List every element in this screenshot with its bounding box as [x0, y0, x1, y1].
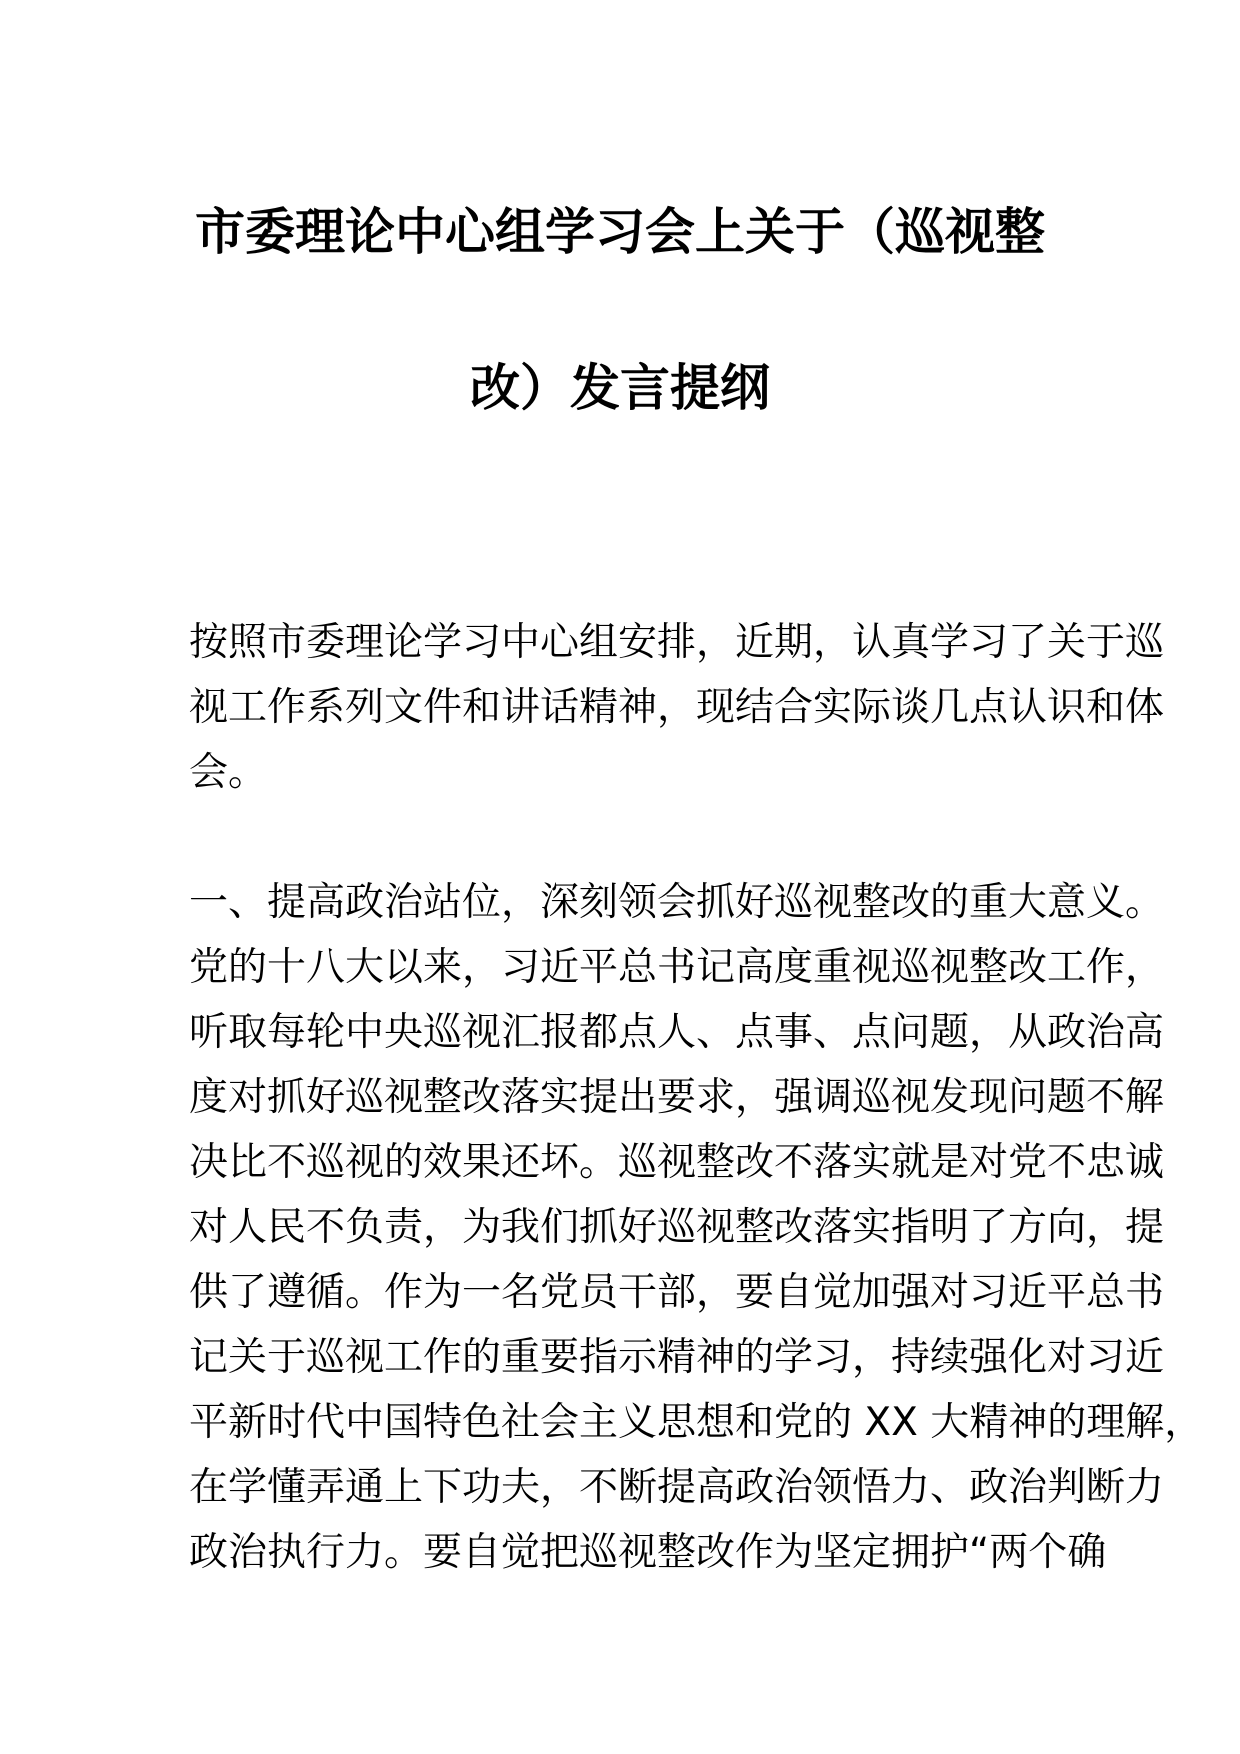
document-title	[0, 202, 1240, 418]
paragraph-line: 平新时代中国特色社会主义思想和党的 XX 大精神的理解，	[189, 1400, 1204, 1445]
section-heading: 一、提高政治站位，深刻领会抓好巡视整改的重大意义。	[189, 880, 1165, 925]
paragraph-line: 政治执行力。要自觉把巡视整改作为坚定拥护“两个确	[189, 1530, 1107, 1575]
paragraph-line: 记关于巡视工作的重要指示精神的学习，持续强化对习近	[189, 1335, 1165, 1380]
intro-line: 会。	[189, 750, 268, 795]
paragraph-line: 党的十八大以来，习近平总书记高度重视巡视整改工作，	[189, 945, 1165, 990]
intro-line: 视工作系列文件和讲话精神，现结合实际谈几点认识和体	[189, 685, 1165, 730]
paragraph-line: 决比不巡视的效果还坏。巡视整改不落实就是对党不忠诚	[189, 1140, 1165, 1185]
document-title-line-2: 改）发言提纲	[470, 359, 770, 417]
paragraph-line: 供了遵循。作为一名党员干部，要自觉加强对习近平总书	[189, 1270, 1165, 1315]
paragraph-line: 听取每轮中央巡视汇报都点人、点事、点问题，从政治高	[189, 1010, 1165, 1055]
paragraph-line: 度对抓好巡视整改落实提出要求，强调巡视发现问题不解	[189, 1075, 1165, 1120]
document-body	[189, 610, 1204, 1585]
document-title-line-1: 市委理论中心组学习会上关于（巡视整	[195, 203, 1045, 261]
paragraph-gap	[189, 805, 1060, 870]
intro-line: 按照市委理论学习中心组安排，近期，认真学习了关于巡	[189, 620, 1165, 665]
paragraph-line: 在学懂弄通上下功夫，不断提高政治领悟力、政治判断力	[189, 1465, 1165, 1510]
paragraph-line: 对人民不负责，为我们抓好巡视整改落实指明了方向，提	[189, 1205, 1165, 1250]
